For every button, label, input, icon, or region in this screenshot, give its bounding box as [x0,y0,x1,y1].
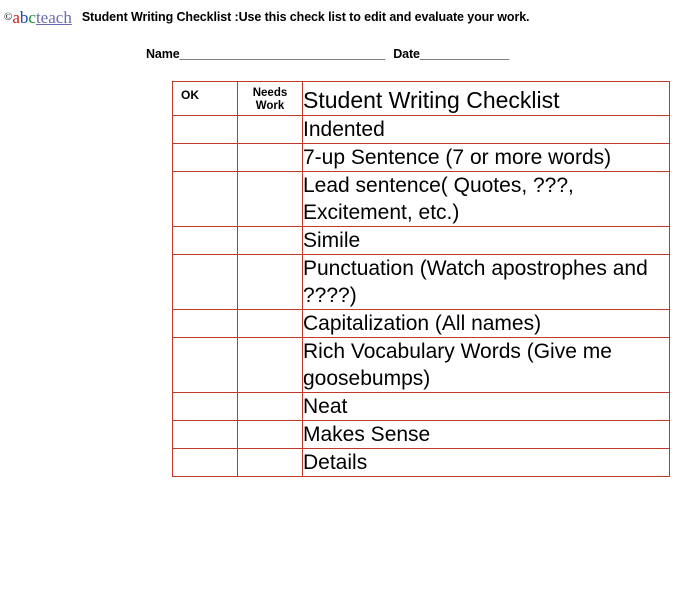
ok-checkbox-cell[interactable] [173,338,238,393]
needs-work-checkbox-cell[interactable] [238,255,303,310]
page-title: Student Writing Checklist :Use this check list to edit and evaluate your work. [81,10,530,24]
needs-work-checkbox-cell[interactable] [238,227,303,255]
checklist-table [172,81,670,477]
table-row [173,116,670,144]
checklist-item-label: Neat [303,393,670,421]
checklist-item-label: Details [303,449,670,477]
checklist-item-label: Rich Vocabulary Words (Give me goosebumps) [303,338,670,393]
ok-checkbox-cell[interactable] [173,144,238,172]
ok-checkbox-cell[interactable] [173,421,238,449]
name-date-line [146,47,676,61]
checklist-item-label: Indented [303,116,670,144]
table-row [173,421,670,449]
ok-checkbox-cell[interactable] [173,172,238,227]
needs-work-column-header-cell [238,82,303,116]
checklist-table-wrapper [172,81,669,477]
logo-word-teach: teach [35,8,72,27]
checklist-item-label: Punctuation (Watch apostrophes and ????) [303,255,670,310]
needs-work-checkbox-cell[interactable] [238,421,303,449]
ok-column-header-cell [173,82,238,116]
date-field-label: Date_____________ [393,47,509,61]
copyright-icon: © [4,11,13,23]
table-row [173,227,670,255]
needs-work-checkbox-cell[interactable] [238,310,303,338]
ok-checkbox-cell[interactable] [173,255,238,310]
needs-work-checkbox-cell[interactable] [238,393,303,421]
checklist-item-label: Capitalization (All names) [303,310,670,338]
table-row [173,338,670,393]
name-field-label: Name______________________________ [146,47,386,61]
ok-checkbox-cell[interactable] [173,393,238,421]
ok-checkbox-cell[interactable] [173,310,238,338]
needs-work-checkbox-cell[interactable] [238,338,303,393]
table-row [173,393,670,421]
checklist-item-label: Lead sentence( Quotes, ???, Excitement, etc.) [303,172,670,227]
checklist-title-cell: Student Writing Checklist [303,82,670,116]
abcteach-logo [4,9,72,26]
ok-column-header: OK [181,88,199,102]
ok-checkbox-cell[interactable] [173,227,238,255]
needs-work-checkbox-cell[interactable] [238,116,303,144]
table-header-row [173,82,670,116]
table-row [173,144,670,172]
logo-letter-c: c [28,8,36,27]
ok-checkbox-cell[interactable] [173,449,238,477]
logo-letter-a: a [12,8,20,27]
needs-work-checkbox-cell[interactable] [238,172,303,227]
checklist-item-label: Simile [303,227,670,255]
checklist-item-label: Makes Sense [303,421,670,449]
page-header [0,0,676,25]
table-row [173,172,670,227]
needs-work-checkbox-cell[interactable] [238,144,303,172]
table-row [173,310,670,338]
needs-work-column-header: Needs Work [252,87,288,112]
ok-checkbox-cell[interactable] [173,116,238,144]
table-row [173,255,670,310]
needs-work-checkbox-cell[interactable] [238,449,303,477]
checklist-item-label: 7-up Sentence (7 or more words) [303,144,670,172]
logo-letter-b: b [19,8,29,27]
table-row [173,449,670,477]
